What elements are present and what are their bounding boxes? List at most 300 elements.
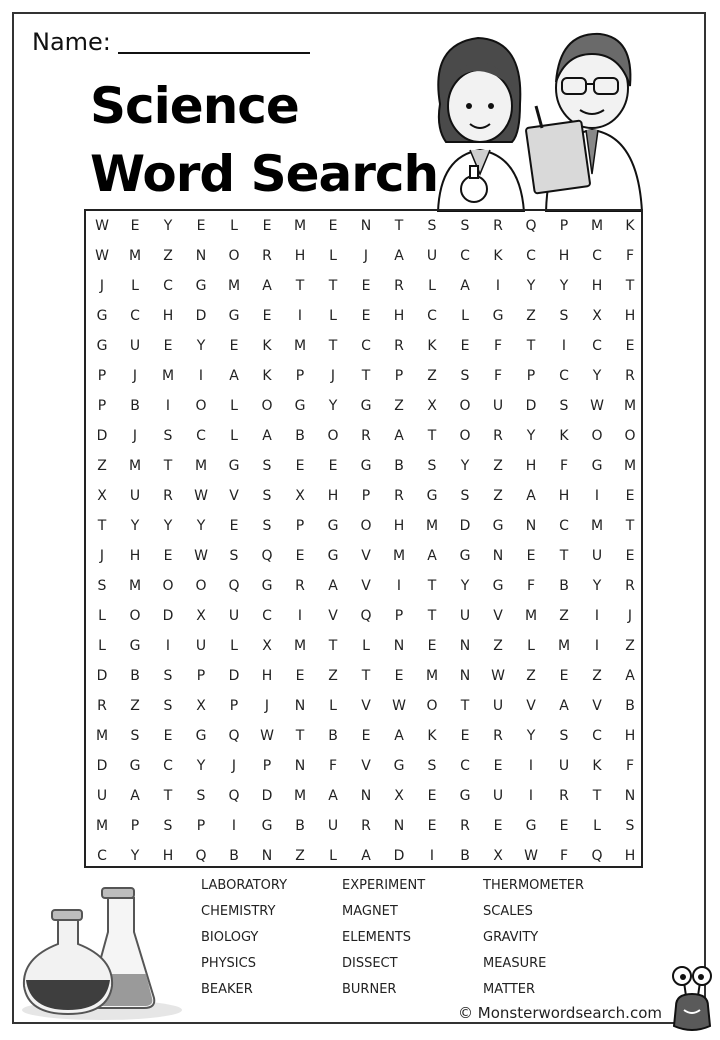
grid-letter[interactable]: G [195, 728, 207, 744]
grid-letter[interactable]: C [559, 368, 569, 384]
grid-letter[interactable]: E [493, 758, 503, 774]
grid-letter[interactable]: J [363, 248, 369, 264]
grid-letter[interactable]: E [295, 458, 305, 474]
grid-letter[interactable]: D [459, 518, 471, 534]
grid-letter[interactable]: X [592, 308, 602, 324]
grid-letter[interactable]: E [394, 668, 404, 684]
grid-letter[interactable]: N [360, 788, 372, 804]
grid-letter[interactable]: N [261, 848, 273, 864]
grid-letter[interactable]: I [495, 278, 501, 294]
grid-letter[interactable]: A [328, 578, 338, 594]
grid-letter[interactable]: L [329, 848, 337, 864]
grid-letter[interactable]: M [557, 638, 571, 654]
grid-letter[interactable]: M [293, 638, 307, 654]
grid-letter[interactable]: X [427, 398, 437, 414]
grid-letter[interactable]: Q [195, 848, 207, 864]
grid-letter[interactable]: S [196, 788, 206, 804]
grid-letter[interactable]: N [195, 248, 207, 264]
grid-letter[interactable]: H [624, 308, 636, 324]
grid-letter[interactable]: D [96, 758, 108, 774]
grid-letter[interactable]: U [327, 818, 339, 834]
grid-letter[interactable]: Y [163, 518, 173, 534]
grid-letter[interactable]: L [593, 818, 601, 834]
grid-letter[interactable]: C [196, 428, 206, 444]
grid-letter[interactable]: L [131, 278, 139, 294]
grid-letter[interactable]: J [264, 698, 270, 714]
grid-letter[interactable]: E [163, 338, 173, 354]
grid-letter[interactable]: O [228, 248, 240, 264]
grid-letter[interactable]: G [327, 518, 339, 534]
grid-letter[interactable]: U [129, 338, 141, 354]
grid-letter[interactable]: R [559, 788, 569, 804]
grid-letter[interactable]: G [393, 758, 405, 774]
grid-letter[interactable]: U [492, 788, 504, 804]
grid-letter[interactable]: V [361, 698, 371, 714]
grid-letter[interactable]: G [360, 458, 372, 474]
grid-letter[interactable]: F [493, 338, 503, 354]
grid-letter[interactable]: T [559, 548, 569, 564]
grid-letter[interactable]: J [99, 548, 105, 564]
grid-letter[interactable]: T [526, 338, 536, 354]
grid-letter[interactable]: O [360, 518, 372, 534]
grid-letter[interactable]: A [394, 248, 404, 264]
grid-letter[interactable]: U [96, 788, 108, 804]
grid-letter[interactable]: J [330, 368, 336, 384]
grid-letter[interactable]: E [559, 668, 569, 684]
grid-letter[interactable]: E [361, 278, 371, 294]
grid-letter[interactable]: S [229, 548, 239, 564]
grid-letter[interactable]: E [526, 548, 536, 564]
grid-letter[interactable]: B [460, 848, 470, 864]
grid-letter[interactable]: Z [97, 458, 107, 474]
grid-letter[interactable]: E [460, 728, 470, 744]
grid-letter[interactable]: N [393, 818, 405, 834]
grid-letter[interactable]: P [130, 818, 140, 834]
grid-letter[interactable]: M [425, 668, 439, 684]
grid-letter[interactable]: T [97, 518, 107, 534]
grid-letter[interactable]: P [262, 758, 272, 774]
grid-letter[interactable]: W [590, 398, 604, 414]
grid-letter[interactable]: M [590, 218, 604, 234]
grid-letter[interactable]: Y [592, 368, 602, 384]
grid-letter[interactable]: C [526, 248, 536, 264]
grid-letter[interactable]: S [559, 728, 569, 744]
grid-letter[interactable]: X [295, 488, 305, 504]
grid-letter[interactable]: F [328, 758, 338, 774]
grid-letter[interactable]: D [162, 608, 174, 624]
grid-letter[interactable]: B [559, 578, 569, 594]
grid-letter[interactable]: X [262, 638, 272, 654]
grid-letter[interactable]: Q [525, 218, 537, 234]
grid-letter[interactable]: A [328, 788, 338, 804]
grid-letter[interactable]: B [625, 698, 635, 714]
grid-letter[interactable]: T [295, 728, 305, 744]
grid-letter[interactable]: A [559, 698, 569, 714]
grid-letter[interactable]: S [262, 458, 272, 474]
grid-letter[interactable]: O [261, 398, 273, 414]
grid-letter[interactable]: H [624, 848, 636, 864]
grid-letter[interactable]: C [427, 308, 437, 324]
grid-letter[interactable]: T [460, 698, 470, 714]
grid-letter[interactable]: N [525, 518, 537, 534]
grid-letter[interactable]: H [558, 248, 570, 264]
grid-letter[interactable]: I [198, 368, 204, 384]
grid-letter[interactable]: M [392, 548, 406, 564]
grid-letter[interactable]: G [228, 308, 240, 324]
grid-letter[interactable]: P [295, 368, 305, 384]
grid-letter[interactable]: A [130, 788, 140, 804]
grid-letter[interactable]: S [460, 488, 470, 504]
grid-letter[interactable]: E [427, 818, 437, 834]
grid-letter[interactable]: T [592, 788, 602, 804]
grid-letter[interactable]: R [493, 728, 503, 744]
word-search-grid[interactable] [84, 209, 643, 868]
grid-letter[interactable]: G [96, 338, 108, 354]
grid-letter[interactable]: M [227, 278, 241, 294]
grid-letter[interactable]: G [492, 308, 504, 324]
grid-letter[interactable]: D [228, 668, 240, 684]
grid-letter[interactable]: E [328, 458, 338, 474]
grid-letter[interactable]: H [261, 668, 273, 684]
grid-letter[interactable]: G [261, 578, 273, 594]
grid-letter[interactable]: W [194, 548, 208, 564]
grid-letter[interactable]: L [329, 698, 337, 714]
grid-letter[interactable]: E [625, 338, 635, 354]
grid-letter[interactable]: A [427, 548, 437, 564]
grid-letter[interactable]: X [97, 488, 107, 504]
grid-letter[interactable]: H [294, 248, 306, 264]
grid-letter[interactable]: Y [559, 278, 569, 294]
grid-letter[interactable]: H [327, 488, 339, 504]
grid-letter[interactable]: Q [261, 548, 273, 564]
grid-letter[interactable]: G [459, 788, 471, 804]
grid-letter[interactable]: R [493, 428, 503, 444]
grid-letter[interactable]: G [96, 308, 108, 324]
grid-letter[interactable]: D [393, 848, 405, 864]
grid-letter[interactable]: F [625, 758, 635, 774]
grid-letter[interactable]: S [130, 728, 140, 744]
grid-letter[interactable]: E [163, 728, 173, 744]
grid-letter[interactable]: I [528, 758, 534, 774]
grid-letter[interactable]: G [129, 638, 141, 654]
grid-letter[interactable]: C [460, 248, 470, 264]
grid-letter[interactable]: G [228, 458, 240, 474]
grid-letter[interactable]: F [625, 248, 635, 264]
grid-letter[interactable]: P [229, 698, 239, 714]
grid-letter[interactable]: L [329, 248, 337, 264]
grid-letter[interactable]: H [162, 848, 174, 864]
grid-letter[interactable]: S [427, 458, 437, 474]
grid-letter[interactable]: E [229, 338, 239, 354]
grid-letter[interactable]: H [591, 278, 603, 294]
grid-letter[interactable]: I [297, 608, 303, 624]
grid-letter[interactable]: N [294, 698, 306, 714]
grid-letter[interactable]: P [196, 818, 206, 834]
grid-letter[interactable]: Q [591, 848, 603, 864]
grid-letter[interactable]: O [624, 428, 636, 444]
grid-letter[interactable]: U [591, 548, 603, 564]
grid-letter[interactable]: L [230, 398, 238, 414]
grid-letter[interactable]: F [559, 848, 569, 864]
grid-letter[interactable]: H [393, 308, 405, 324]
grid-letter[interactable]: G [492, 518, 504, 534]
grid-letter[interactable]: B [130, 668, 140, 684]
grid-letter[interactable]: J [132, 368, 138, 384]
grid-letter[interactable]: L [230, 428, 238, 444]
grid-letter[interactable]: W [524, 848, 538, 864]
grid-letter[interactable]: Y [130, 848, 140, 864]
grid-letter[interactable]: M [590, 518, 604, 534]
grid-letter[interactable]: N [393, 638, 405, 654]
grid-letter[interactable]: V [361, 548, 371, 564]
grid-letter[interactable]: R [163, 488, 173, 504]
grid-letter[interactable]: G [294, 398, 306, 414]
grid-letter[interactable]: X [196, 608, 206, 624]
grid-letter[interactable]: M [293, 788, 307, 804]
grid-letter[interactable]: C [460, 758, 470, 774]
grid-letter[interactable]: V [361, 758, 371, 774]
grid-letter[interactable]: R [625, 368, 635, 384]
grid-letter[interactable]: X [493, 848, 503, 864]
grid-letter[interactable]: N [294, 758, 306, 774]
grid-letter[interactable]: G [327, 548, 339, 564]
grid-letter[interactable]: C [592, 338, 602, 354]
grid-letter[interactable]: M [293, 338, 307, 354]
grid-letter[interactable]: C [97, 848, 107, 864]
grid-letter[interactable]: Y [196, 518, 206, 534]
grid-letter[interactable]: J [132, 428, 138, 444]
grid-letter[interactable]: G [129, 758, 141, 774]
grid-letter[interactable]: Y [592, 578, 602, 594]
grid-letter[interactable]: T [427, 608, 437, 624]
grid-letter[interactable]: K [559, 428, 569, 444]
grid-letter[interactable]: T [163, 458, 173, 474]
grid-letter[interactable]: A [361, 848, 371, 864]
grid-letter[interactable]: B [229, 848, 239, 864]
grid-letter[interactable]: V [493, 608, 503, 624]
grid-letter[interactable]: N [360, 218, 372, 234]
grid-letter[interactable]: E [196, 218, 206, 234]
grid-letter[interactable]: A [229, 368, 239, 384]
grid-letter[interactable]: C [592, 728, 602, 744]
grid-letter[interactable]: N [492, 548, 504, 564]
grid-letter[interactable]: S [460, 368, 470, 384]
grid-letter[interactable]: I [165, 638, 171, 654]
grid-letter[interactable]: S [427, 218, 437, 234]
grid-letter[interactable]: S [559, 398, 569, 414]
grid-letter[interactable]: W [260, 728, 274, 744]
grid-letter[interactable]: K [262, 338, 272, 354]
grid-letter[interactable]: K [592, 758, 602, 774]
grid-letter[interactable]: R [394, 338, 404, 354]
grid-letter[interactable]: O [195, 578, 207, 594]
grid-letter[interactable]: C [163, 758, 173, 774]
grid-letter[interactable]: S [163, 428, 173, 444]
grid-letter[interactable]: W [392, 698, 406, 714]
grid-letter[interactable]: I [594, 488, 600, 504]
grid-letter[interactable]: B [295, 428, 305, 444]
grid-letter[interactable]: E [493, 818, 503, 834]
grid-letter[interactable]: G [426, 488, 438, 504]
grid-letter[interactable]: V [361, 578, 371, 594]
grid-letter[interactable]: R [460, 818, 470, 834]
grid-letter[interactable]: P [526, 368, 536, 384]
grid-letter[interactable]: Y [460, 578, 470, 594]
grid-letter[interactable]: Z [493, 638, 503, 654]
grid-letter[interactable]: M [524, 608, 538, 624]
grid-letter[interactable]: Q [360, 608, 372, 624]
grid-letter[interactable]: Z [526, 668, 536, 684]
grid-letter[interactable]: O [327, 428, 339, 444]
grid-letter[interactable]: P [394, 608, 404, 624]
grid-letter[interactable]: G [525, 818, 537, 834]
grid-letter[interactable]: M [95, 818, 109, 834]
grid-letter[interactable]: Z [526, 308, 536, 324]
grid-letter[interactable]: Y [196, 338, 206, 354]
grid-letter[interactable]: T [328, 278, 338, 294]
grid-letter[interactable]: O [459, 428, 471, 444]
grid-letter[interactable]: E [361, 728, 371, 744]
grid-letter[interactable]: R [97, 698, 107, 714]
grid-letter[interactable]: Y [130, 518, 140, 534]
grid-letter[interactable]: H [525, 458, 537, 474]
grid-letter[interactable]: D [525, 398, 537, 414]
grid-letter[interactable]: E [625, 488, 635, 504]
grid-letter[interactable]: Q [228, 728, 240, 744]
grid-letter[interactable]: P [559, 218, 569, 234]
grid-letter[interactable]: V [229, 488, 239, 504]
grid-letter[interactable]: P [97, 368, 107, 384]
grid-letter[interactable]: P [361, 488, 371, 504]
grid-letter[interactable]: E [361, 308, 371, 324]
grid-letter[interactable]: Z [427, 368, 437, 384]
grid-letter[interactable]: R [394, 278, 404, 294]
grid-letter[interactable]: P [295, 518, 305, 534]
grid-letter[interactable]: K [427, 338, 437, 354]
grid-letter[interactable]: T [427, 428, 437, 444]
grid-letter[interactable]: Z [328, 668, 338, 684]
grid-letter[interactable]: C [592, 248, 602, 264]
grid-letter[interactable]: L [230, 218, 238, 234]
grid-letter[interactable]: L [230, 638, 238, 654]
grid-letter[interactable]: E [295, 548, 305, 564]
grid-letter[interactable]: A [394, 728, 404, 744]
grid-letter[interactable]: S [460, 218, 470, 234]
grid-letter[interactable]: V [526, 698, 536, 714]
grid-letter[interactable]: E [229, 518, 239, 534]
grid-letter[interactable]: X [394, 788, 404, 804]
grid-letter[interactable]: N [624, 788, 636, 804]
grid-letter[interactable]: R [295, 578, 305, 594]
grid-letter[interactable]: M [194, 458, 208, 474]
grid-letter[interactable]: L [461, 308, 469, 324]
grid-letter[interactable]: H [129, 548, 141, 564]
grid-letter[interactable]: A [262, 278, 272, 294]
grid-letter[interactable]: S [163, 698, 173, 714]
grid-letter[interactable]: G [360, 398, 372, 414]
grid-letter[interactable]: S [262, 488, 272, 504]
grid-letter[interactable]: Z [163, 248, 173, 264]
grid-letter[interactable]: U [558, 758, 570, 774]
grid-letter[interactable]: G [591, 458, 603, 474]
grid-letter[interactable]: T [328, 338, 338, 354]
grid-letter[interactable]: B [295, 818, 305, 834]
grid-letter[interactable]: P [394, 368, 404, 384]
grid-letter[interactable]: T [361, 368, 371, 384]
grid-letter[interactable]: I [165, 398, 171, 414]
grid-letter[interactable]: R [361, 818, 371, 834]
grid-letter[interactable]: B [394, 458, 404, 474]
grid-letter[interactable]: G [195, 278, 207, 294]
grid-letter[interactable]: A [526, 488, 536, 504]
grid-letter[interactable]: K [262, 368, 272, 384]
grid-letter[interactable]: C [163, 278, 173, 294]
grid-letter[interactable]: A [262, 428, 272, 444]
grid-letter[interactable]: U [129, 488, 141, 504]
grid-letter[interactable]: T [625, 278, 635, 294]
grid-letter[interactable]: M [623, 458, 637, 474]
grid-letter[interactable]: S [262, 518, 272, 534]
grid-letter[interactable]: B [130, 398, 140, 414]
grid-letter[interactable]: M [425, 518, 439, 534]
grid-letter[interactable]: W [95, 248, 109, 264]
grid-letter[interactable]: E [460, 338, 470, 354]
grid-letter[interactable]: Z [493, 488, 503, 504]
grid-letter[interactable]: S [559, 308, 569, 324]
grid-letter[interactable]: D [261, 788, 273, 804]
grid-letter[interactable]: V [592, 698, 602, 714]
grid-letter[interactable]: C [262, 608, 272, 624]
grid-letter[interactable]: I [561, 338, 567, 354]
grid-letter[interactable]: M [128, 578, 142, 594]
grid-letter[interactable]: T [163, 788, 173, 804]
grid-letter[interactable]: L [98, 608, 106, 624]
grid-letter[interactable]: R [625, 578, 635, 594]
grid-letter[interactable]: E [163, 548, 173, 564]
grid-letter[interactable]: C [559, 518, 569, 534]
grid-letter[interactable]: E [328, 218, 338, 234]
grid-letter[interactable]: N [459, 668, 471, 684]
grid-letter[interactable]: Q [228, 578, 240, 594]
grid-letter[interactable]: S [163, 818, 173, 834]
grid-letter[interactable]: B [328, 728, 338, 744]
grid-letter[interactable]: P [196, 668, 206, 684]
grid-letter[interactable]: M [293, 218, 307, 234]
grid-letter[interactable]: Y [526, 278, 536, 294]
grid-letter[interactable]: Z [130, 698, 140, 714]
grid-letter[interactable]: L [428, 278, 436, 294]
grid-letter[interactable]: T [625, 518, 635, 534]
grid-letter[interactable]: U [492, 698, 504, 714]
grid-letter[interactable]: G [261, 818, 273, 834]
grid-letter[interactable]: L [362, 638, 370, 654]
grid-letter[interactable]: E [559, 818, 569, 834]
grid-letter[interactable]: R [394, 488, 404, 504]
grid-letter[interactable]: K [493, 248, 503, 264]
grid-letter[interactable]: R [493, 218, 503, 234]
grid-letter[interactable]: H [393, 518, 405, 534]
grid-letter[interactable]: I [429, 848, 435, 864]
grid-letter[interactable]: Y [196, 758, 206, 774]
grid-letter[interactable]: T [394, 218, 404, 234]
grid-letter[interactable]: Q [228, 788, 240, 804]
grid-letter[interactable]: K [427, 728, 437, 744]
grid-letter[interactable]: E [295, 668, 305, 684]
grid-letter[interactable]: Z [295, 848, 305, 864]
grid-letter[interactable]: U [459, 608, 471, 624]
grid-letter[interactable]: S [625, 818, 635, 834]
grid-letter[interactable]: I [396, 578, 402, 594]
